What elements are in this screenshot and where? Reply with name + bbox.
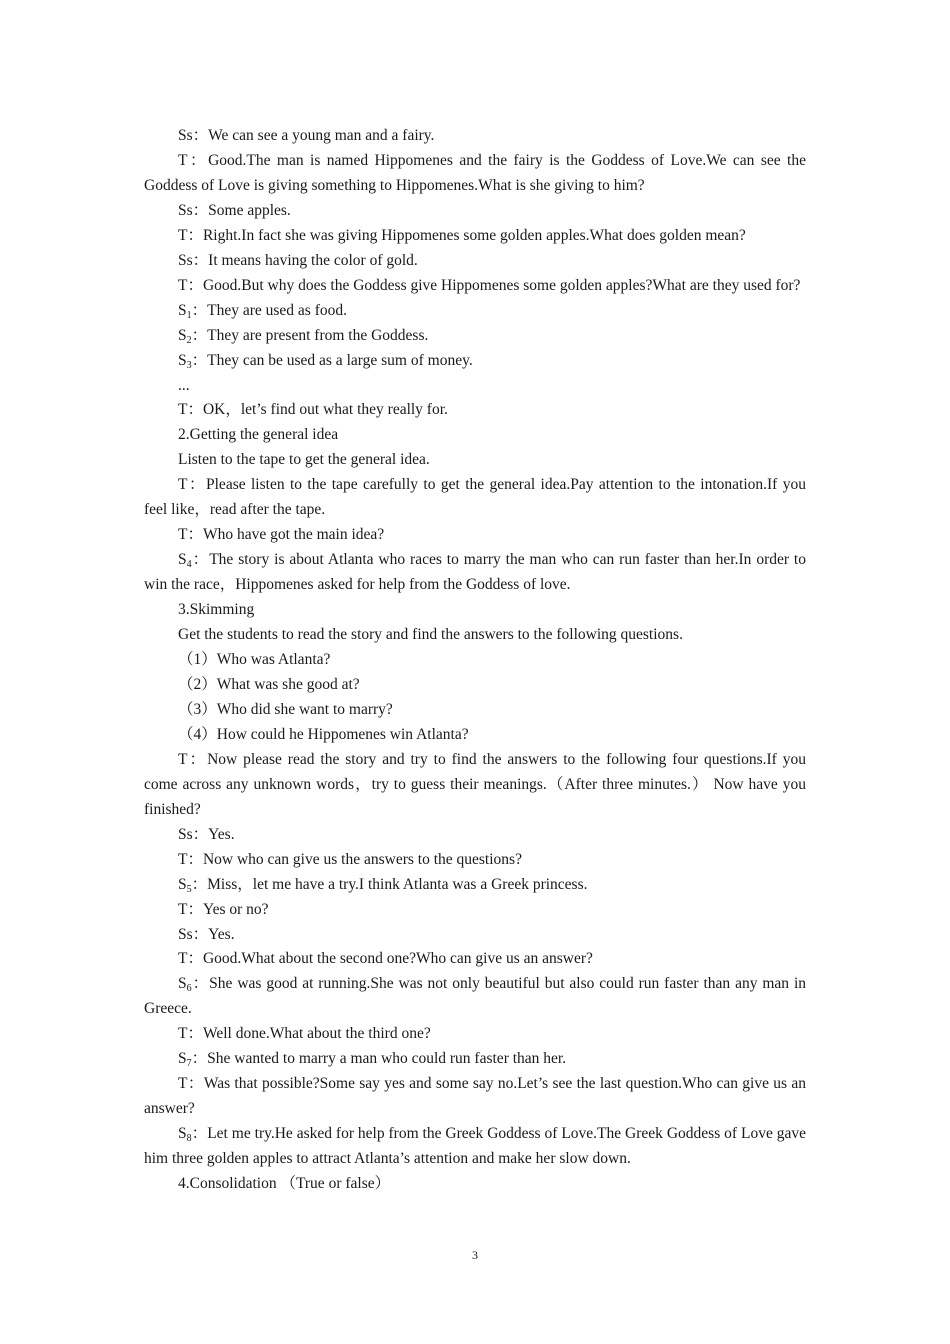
dialogue-line: T：OK，let’s find out what they really for. bbox=[178, 401, 448, 419]
page-number: 3 bbox=[472, 1248, 478, 1262]
dialogue-line: T：Now who can give us the answers to the questions? bbox=[178, 850, 522, 868]
question-item: （4）How could he Hippomenes win Atlanta? bbox=[178, 725, 469, 743]
speaker-subscript: 8 bbox=[186, 1133, 192, 1145]
speaker-subscript: 1 bbox=[186, 309, 192, 321]
question-item: （1）Who was Atlanta? bbox=[178, 651, 331, 669]
dialogue-line: Ss：Yes. bbox=[178, 925, 235, 943]
dialogue-text: ：Let me try.He asked for help from the Greek Goddess of Love.The Greek Goddess of Love gave him three golden apples to attract Atlanta’s attention and make her slow down. bbox=[144, 1125, 806, 1168]
dialogue-line: T：Who have got the main idea? bbox=[178, 526, 385, 544]
dialogue-line: T：Good.What about the second one?Who can give us an answer? bbox=[178, 950, 593, 968]
section-heading: 2.Getting the general idea bbox=[178, 426, 339, 444]
question-item: （2）What was she good at? bbox=[178, 675, 360, 693]
dialogue-line: Ss：Some apples. bbox=[178, 201, 291, 219]
dialogue-text: ：She wanted to marry a man who could run faster than her. bbox=[191, 1050, 567, 1068]
speaker-subscript: 7 bbox=[186, 1058, 192, 1070]
dialogue-line: Ss：It means having the color of gold. bbox=[178, 251, 418, 269]
dialogue-line: T：Please listen to the tape carefully to get the general idea.Pay attention to the intonation.If you feel like，read after the tape. bbox=[144, 476, 806, 519]
dialogue-text: ：They are present from the Goddess. bbox=[191, 326, 429, 344]
instruction-line: Get the students to read the story and find the answers to the following questions. bbox=[178, 626, 683, 644]
dialogue-text: ：The story is about Atlanta who races to marry the man who can run faster than her.In order to win the race，Hippomenes asked for help from the Goddess of love. bbox=[144, 551, 806, 594]
dialogue-line: T：Well done.What about the third one? bbox=[178, 1025, 431, 1043]
dialogue-line: T：Good.But why does the Goddess give Hippomenes some golden apples?What are they used for? bbox=[178, 276, 801, 294]
dialogue-line: T：Now please read the story and try to find the answers to the following four questions.If you come across any unknown words，try to guess their meanings.（After three minutes.） Now have you finished? bbox=[144, 750, 806, 818]
dialogue-line bbox=[144, 972, 806, 1022]
speaker-subscript: 3 bbox=[186, 359, 192, 371]
speaker-label: S bbox=[178, 1050, 187, 1068]
dialogue-line: T：Yes or no? bbox=[178, 900, 269, 918]
dialogue-line: T：Was that possible?Some say yes and some say no.Let’s see the last question.Who can give us an answer? bbox=[144, 1075, 806, 1118]
dialogue-line: Ss：We can see a young man and a fairy. bbox=[178, 127, 435, 144]
dialogue-line bbox=[144, 299, 806, 324]
dialogue-line: Ss：Yes. bbox=[178, 825, 235, 843]
speaker-subscript: 5 bbox=[186, 883, 192, 895]
instruction-line: Listen to the tape to get the general idea. bbox=[178, 451, 430, 469]
speaker-subscript: 6 bbox=[186, 983, 192, 995]
question-item: （3）Who did she want to marry? bbox=[178, 700, 393, 718]
speaker-label: S bbox=[178, 875, 187, 893]
dialogue-line bbox=[144, 1047, 806, 1072]
dialogue-line: T：Right.In fact she was giving Hippomenes some golden apples.What does golden mean? bbox=[178, 226, 746, 244]
dialogue-text: ：She was good at running.She was not only beautiful but also could run faster than any man in Greece. bbox=[144, 975, 806, 1018]
dialogue-line bbox=[144, 1122, 806, 1172]
speaker-label: S bbox=[178, 351, 187, 369]
lesson-transcript bbox=[144, 124, 806, 1197]
speaker-subscript: 2 bbox=[186, 334, 192, 346]
ellipsis-line: ... bbox=[178, 376, 190, 394]
section-heading: 4.Consolidation （True or false） bbox=[178, 1175, 391, 1193]
dialogue-line bbox=[144, 548, 806, 598]
speaker-subscript: 4 bbox=[186, 559, 192, 571]
dialogue-text: ：They can be used as a large sum of money. bbox=[191, 351, 473, 369]
speaker-label: S bbox=[178, 975, 187, 993]
dialogue-text: ：They are used as food. bbox=[191, 301, 348, 319]
dialogue-line bbox=[144, 873, 806, 898]
speaker-label: S bbox=[178, 1125, 187, 1143]
dialogue-line bbox=[144, 324, 806, 349]
dialogue-line: T：Good.The man is named Hippomenes and the fairy is the Goddess of Love.We can see the Goddess of Love is giving something to Hippomenes.What is she giving to him? bbox=[144, 151, 806, 194]
speaker-label: S bbox=[178, 551, 187, 569]
speaker-label: S bbox=[178, 301, 187, 319]
dialogue-line bbox=[144, 349, 806, 374]
dialogue-text: ：Miss，let me have a try.I think Atlanta was a Greek princess. bbox=[191, 875, 588, 893]
section-heading: 3.Skimming bbox=[178, 601, 255, 619]
speaker-label: S bbox=[178, 326, 187, 344]
